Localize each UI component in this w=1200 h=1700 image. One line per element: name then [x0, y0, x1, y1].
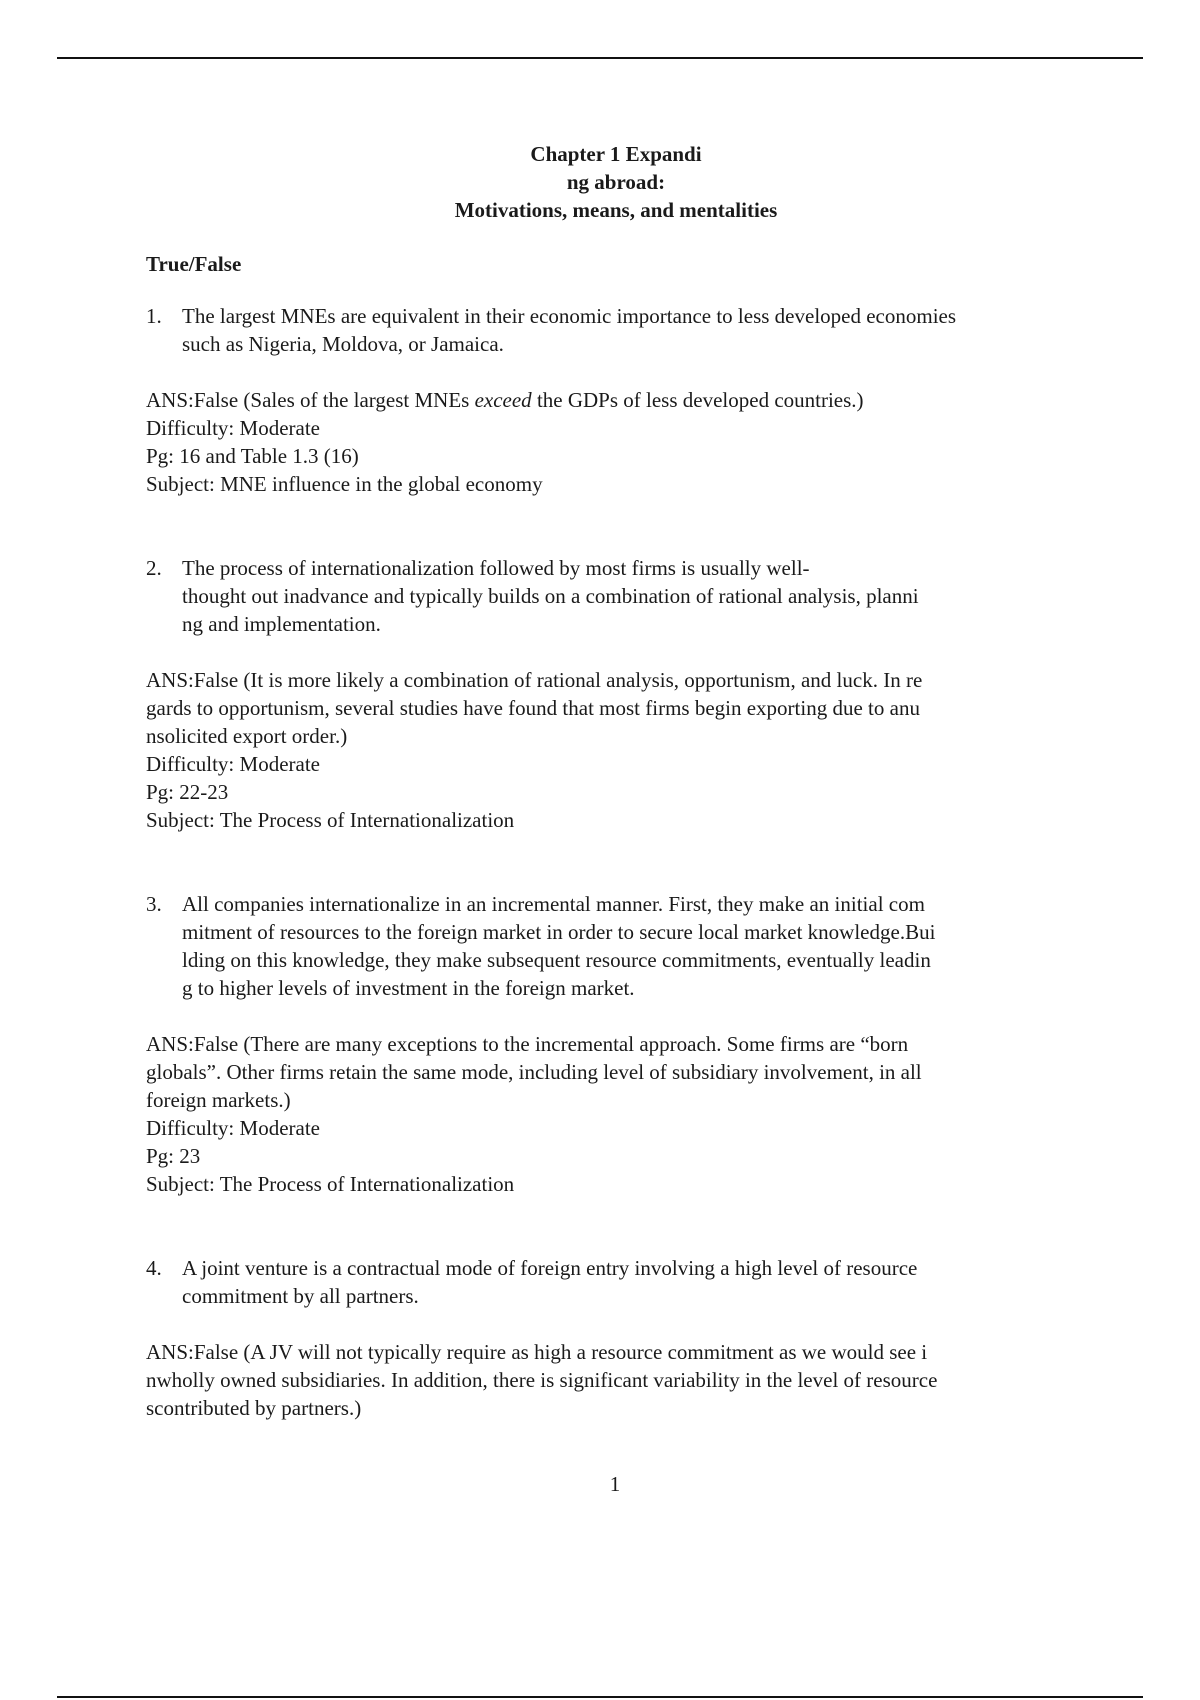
- difficulty: Difficulty: Moderate: [146, 1116, 320, 1140]
- document-page: [146, 140, 1086, 1422]
- page-ref: Pg: 22-23: [146, 780, 229, 804]
- subject: Subject: The Process of Internationalization: [146, 808, 515, 832]
- answer-text: ANS:False (There are many exceptions to the incremental approach. Some firms are “born globals”. Other firms retain the same mode, including level of subsidiary involvement, in all foreign markets.): [146, 1032, 922, 1112]
- subject: Subject: The Process of Internationalization: [146, 1172, 515, 1196]
- answer-block-3: [146, 1030, 1086, 1198]
- question-text: The largest MNEs are equivalent in their economic importance to less developed economies such as Nigeria, Moldova, or Jamaica.: [182, 304, 957, 356]
- question-3: [146, 890, 1086, 1002]
- title-line-3: Motivations, means, and mentalities: [454, 198, 778, 222]
- page-ref: Pg: 16 and Table 1.3 (16): [146, 444, 359, 468]
- question-text: A joint venture is a contractual mode of foreign entry involving a high level of resource commitment by all partners.: [182, 1256, 918, 1308]
- answer-text: ANS:False (It is more likely a combination of rational analysis, opportunism, and luck. In re gards to opportunism, several studies have found that most firms begin exporting due to anu nsolicited export order.): [146, 668, 923, 748]
- emphasis-exceed: exceed: [474, 388, 532, 412]
- difficulty: Difficulty: Moderate: [146, 752, 320, 776]
- question-number: 4.: [146, 1256, 162, 1280]
- title-line-2: ng abroad:: [566, 170, 666, 194]
- subject: Subject: MNE influence in the global economy: [146, 472, 543, 496]
- answer-text: ANS:False (Sales of the largest MNEs exceed the GDPs of less developed countries.): [146, 388, 864, 412]
- answer-block-2: [146, 666, 1086, 834]
- question-number: 3.: [146, 892, 162, 916]
- page-number: 1: [609, 1472, 621, 1496]
- page-ref: Pg: 23: [146, 1144, 201, 1168]
- answer-block-1: [146, 386, 1086, 498]
- title-line-1: Chapter 1 Expandi: [530, 142, 702, 166]
- question-1: [146, 302, 1086, 358]
- header-rule: [57, 57, 1143, 59]
- answer-block-4: [146, 1338, 1086, 1422]
- question-text: The process of internationalization followed by most firms is usually well- thought out inadvance and typically builds on a combination of rational analysis, planni ng and implementation.: [182, 556, 919, 636]
- question-4: [146, 1254, 1086, 1310]
- footer-rule: [57, 1696, 1143, 1698]
- answer-text: ANS:False (A JV will not typically require as high a resource commitment as we would see i nwholly owned subsidiaries. In addition, there is significant variability in the level of resource scontributed by partners.): [146, 1340, 938, 1420]
- question-2: [146, 554, 1086, 638]
- chapter-title: [146, 140, 1086, 224]
- question-number: 2.: [146, 556, 162, 580]
- section-heading: True/False: [146, 252, 242, 276]
- difficulty: Difficulty: Moderate: [146, 416, 320, 440]
- question-number: 1.: [146, 304, 162, 328]
- question-text: All companies internationalize in an incremental manner. First, they make an initial com mitment of resources to the foreign market in order to secure local market knowledge.Bui lding on this knowledge, they make subsequent resource commitments, eventually leadin g to higher levels of investment in the foreign market.: [182, 892, 936, 1000]
